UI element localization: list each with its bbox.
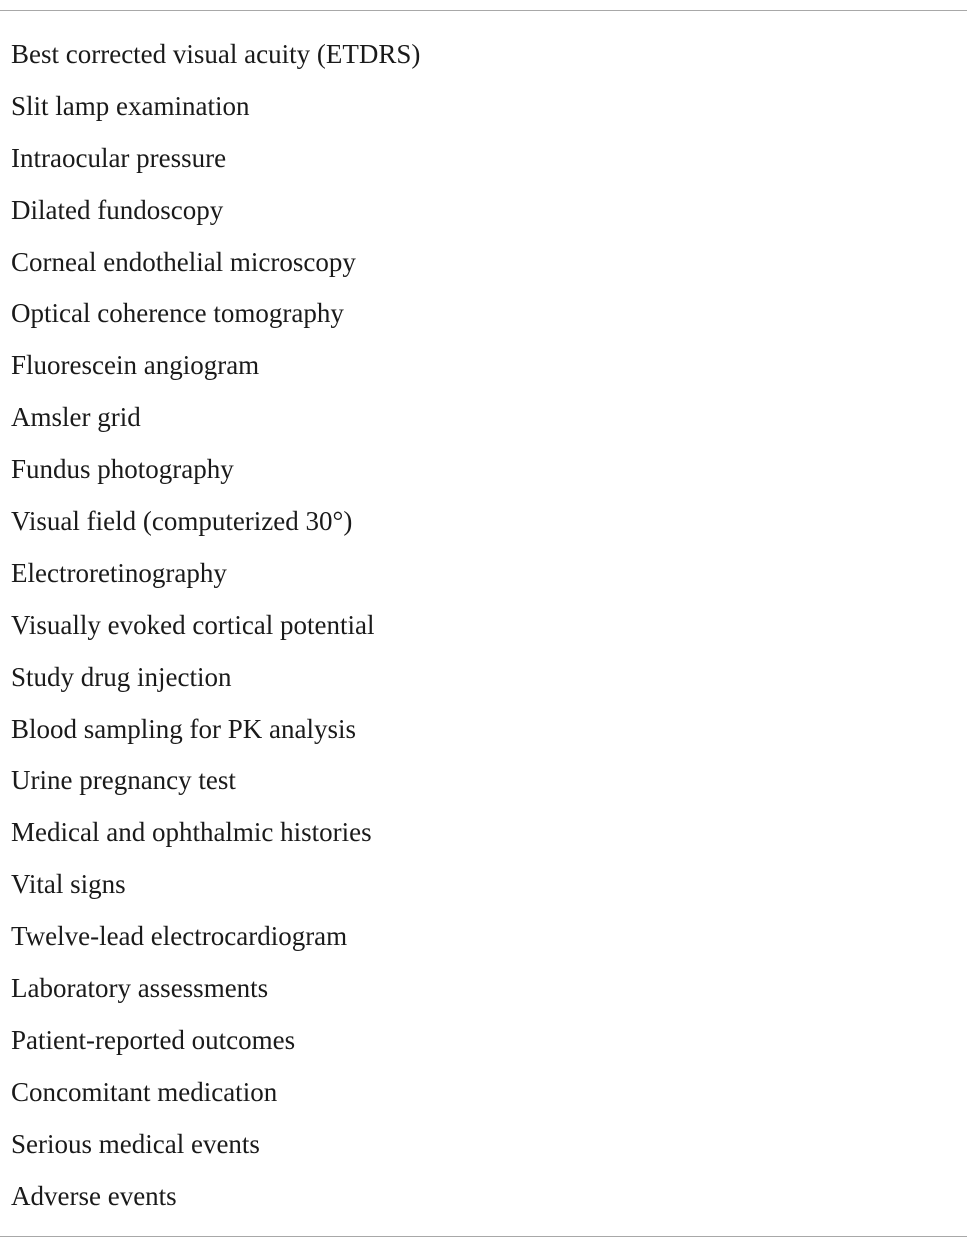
list-item: Best corrected visual acuity (ETDRS)	[11, 39, 421, 69]
list-item: Vital signs	[11, 869, 126, 900]
list-item: Slit lamp examination	[11, 90, 250, 121]
bottom-divider	[0, 1236, 967, 1237]
list-item: Visually evoked cortical potential	[11, 609, 375, 640]
list-item: Twelve-lead electrocardiogram	[11, 921, 348, 952]
top-divider	[0, 10, 967, 11]
list-item: Medical and ophthalmic histories	[11, 817, 372, 848]
list-item: Dilated fundoscopy	[11, 194, 224, 225]
list-item: Adverse events	[11, 1180, 177, 1211]
list-item: Concomitant medication	[11, 1076, 278, 1107]
list-item: Fundus photography	[11, 454, 234, 485]
list-item: Patient-reported outcomes	[11, 1024, 296, 1055]
list-item: Electroretinography	[11, 557, 227, 588]
list-item: Urine pregnancy test	[11, 765, 236, 796]
assessment-list	[11, 29, 420, 1222]
list-item: Study drug injection	[11, 661, 232, 692]
list-item: Amsler grid	[11, 402, 141, 433]
list-item: Serious medical events	[11, 1128, 260, 1159]
list-item: Blood sampling for PK analysis	[11, 713, 356, 744]
list-item: Fluorescein angiogram	[11, 350, 260, 381]
list-item: Intraocular pressure	[11, 142, 227, 173]
list-item: Laboratory assessments	[11, 973, 269, 1004]
list-item: Corneal endothelial microscopy	[11, 246, 356, 277]
list-item: Optical coherence tomography	[11, 298, 344, 329]
list-item: Visual field (computerized 30°)	[11, 506, 353, 537]
